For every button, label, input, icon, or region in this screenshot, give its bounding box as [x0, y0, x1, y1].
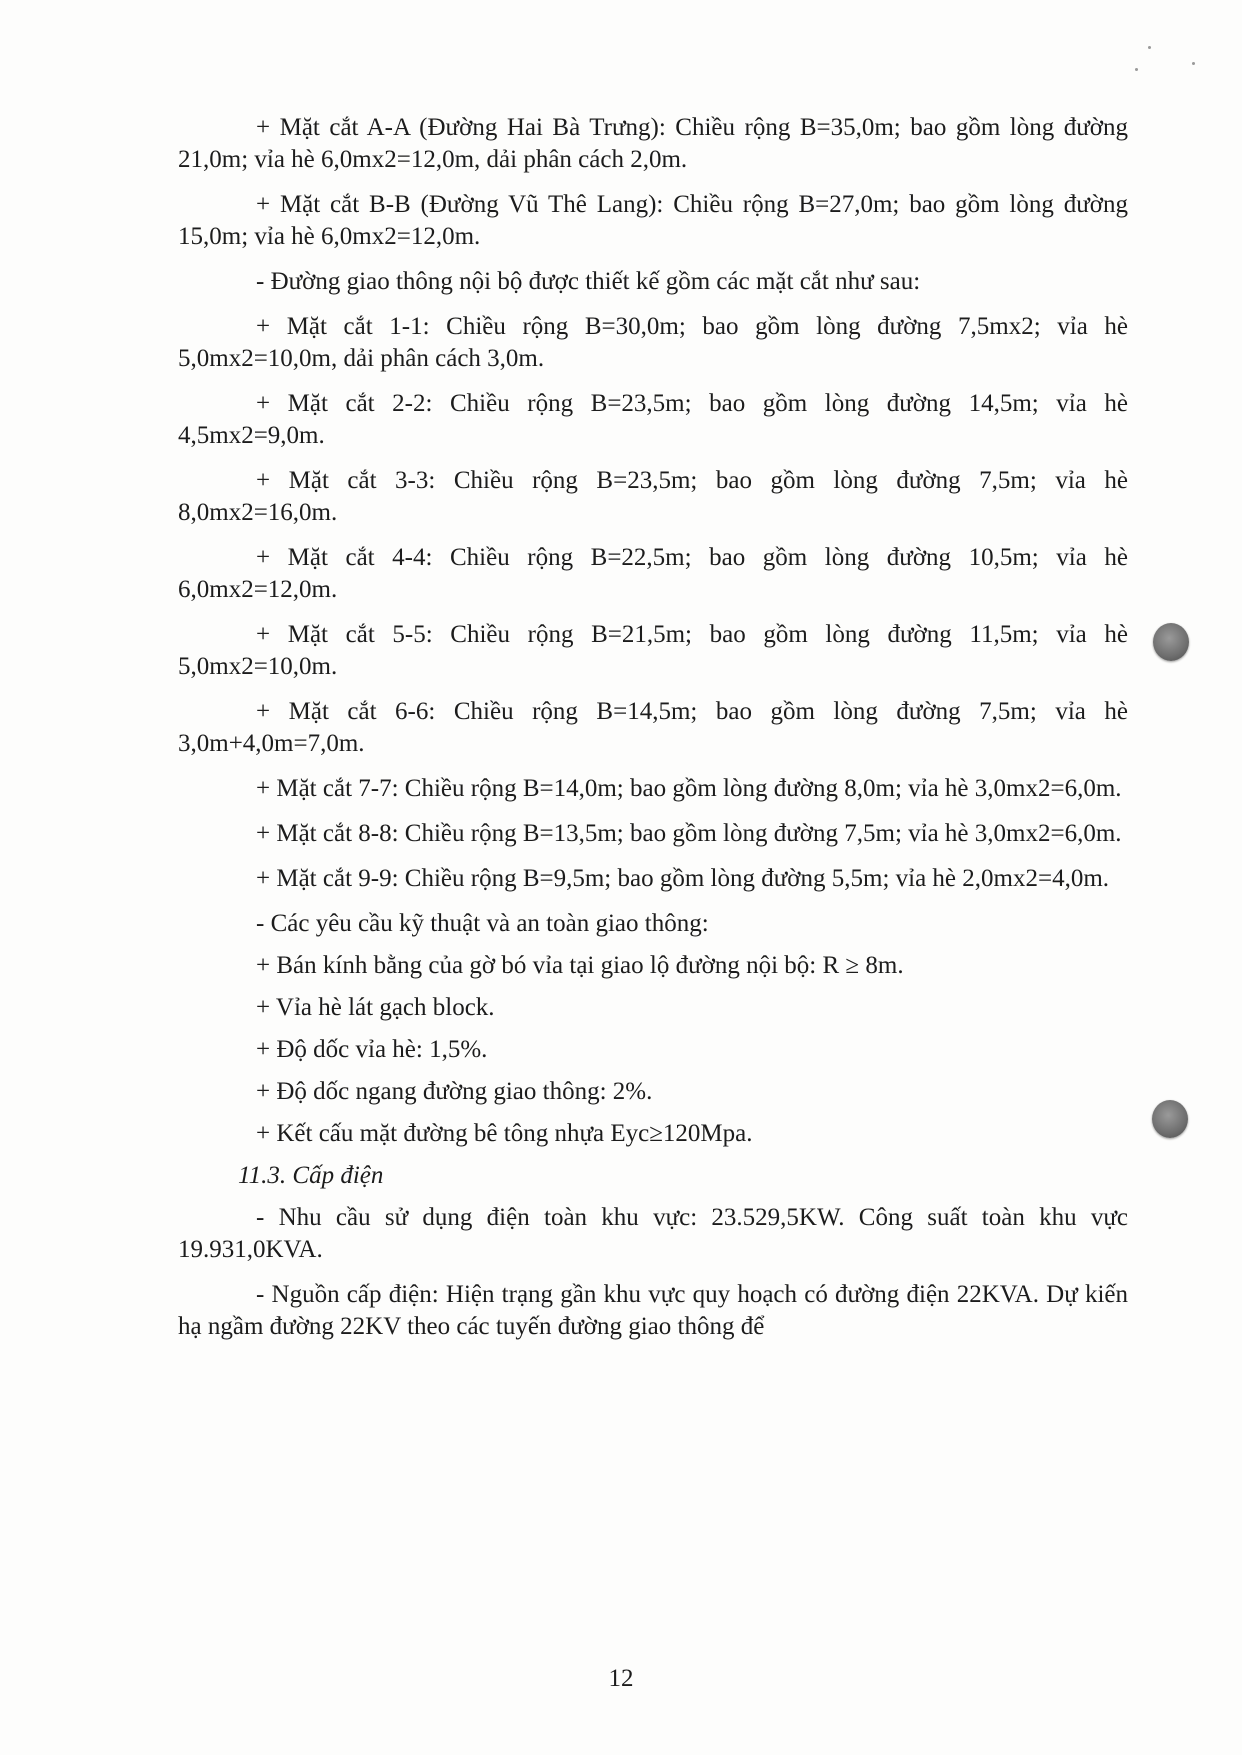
paragraph-sidewalk-slope: + Độ dốc vỉa hè: 1,5%.	[256, 1036, 488, 1063]
paragraph-section-b-b: + Mặt cắt B-B (Đường Vũ Thê Lang): Chiều rộng B=27,0m; bao gồm lòng đường 15,0m; vỉa hè 6,0mx2=12,0m.	[178, 191, 1128, 250]
paragraph-internal-roads: - Đường giao thông nội bộ được thiết kế gồm các mặt cắt như sau:	[256, 268, 921, 295]
paragraph-section-8-8: + Mặt cắt 8-8: Chiều rộng B=13,5m; bao gồm lòng đường 7,5m; vỉa hè 3,0mx2=6,0m.	[256, 820, 1122, 847]
scan-speck	[1135, 68, 1138, 71]
paragraph-technical-requirements: - Các yêu cầu kỹ thuật và an toàn giao thông:	[256, 910, 709, 937]
section-heading-power-supply: 11.3. Cấp điện	[238, 1162, 384, 1189]
paragraph-section-5-5: + Mặt cắt 5-5: Chiều rộng B=21,5m; bao gồm lòng đường 11,5m; vỉa hè 5,0mx2=10,0m.	[178, 621, 1128, 680]
document-body	[178, 112, 1128, 1356]
punch-hole-icon	[1153, 623, 1189, 661]
paragraph-sidewalk-paving: + Vỉa hè lát gạch block.	[256, 994, 495, 1021]
page-number: 12	[608, 1665, 634, 1692]
paragraph-power-source: - Nguồn cấp điện: Hiện trạng gần khu vực quy hoạch có đường điện 22KVA. Dự kiến hạ ngầm đường 22KV theo các tuyến đường giao thông để	[178, 1281, 1128, 1340]
paragraph-pavement-structure: + Kết cấu mặt đường bê tông nhựa Eyc≥120Mpa.	[256, 1120, 753, 1147]
paragraph-power-demand: - Nhu cầu sử dụng điện toàn khu vực: 23.529,5KW. Công suất toàn khu vực 19.931,0KVA.	[178, 1204, 1128, 1263]
paragraph-curb-radius: + Bán kính bằng của gờ bó vỉa tại giao lộ đường nội bộ: R ≥ 8m.	[256, 952, 904, 979]
paragraph-section-6-6: + Mặt cắt 6-6: Chiều rộng B=14,5m; bao gồm lòng đường 7,5m; vỉa hè 3,0m+4,0m=7,0m.	[178, 698, 1128, 757]
paragraph-section-7-7: + Mặt cắt 7-7: Chiều rộng B=14,0m; bao gồm lòng đường 8,0m; vỉa hè 3,0mx2=6,0m.	[256, 775, 1122, 802]
paragraph-section-2-2: + Mặt cắt 2-2: Chiều rộng B=23,5m; bao gồm lòng đường 14,5m; vỉa hè 4,5mx2=9,0m.	[178, 390, 1128, 449]
paragraph-section-4-4: + Mặt cắt 4-4: Chiều rộng B=22,5m; bao gồm lòng đường 10,5m; vỉa hè 6,0mx2=12,0m.	[178, 544, 1128, 603]
paragraph-section-a-a: + Mặt cắt A-A (Đường Hai Bà Trưng): Chiều rộng B=35,0m; bao gồm lòng đường 21,0m; vỉa hè 6,0mx2=12,0m, dải phân cách 2,0m.	[178, 114, 1128, 173]
scan-speck	[1192, 62, 1195, 65]
punch-hole-icon	[1152, 1100, 1188, 1138]
paragraph-road-cross-slope: + Độ dốc ngang đường giao thông: 2%.	[256, 1078, 653, 1105]
paragraph-section-1-1: + Mặt cắt 1-1: Chiều rộng B=30,0m; bao gồm lòng đường 7,5mx2; vỉa hè 5,0mx2=10,0m, dải phân cách 3,0m.	[178, 313, 1128, 372]
paragraph-section-3-3: + Mặt cắt 3-3: Chiều rộng B=23,5m; bao gồm lòng đường 7,5m; vỉa hè 8,0mx2=16,0m.	[178, 467, 1128, 526]
paragraph-section-9-9: + Mặt cắt 9-9: Chiều rộng B=9,5m; bao gồm lòng đường 5,5m; vỉa hè 2,0mx2=4,0m.	[256, 865, 1110, 892]
scan-speck	[1148, 46, 1151, 49]
